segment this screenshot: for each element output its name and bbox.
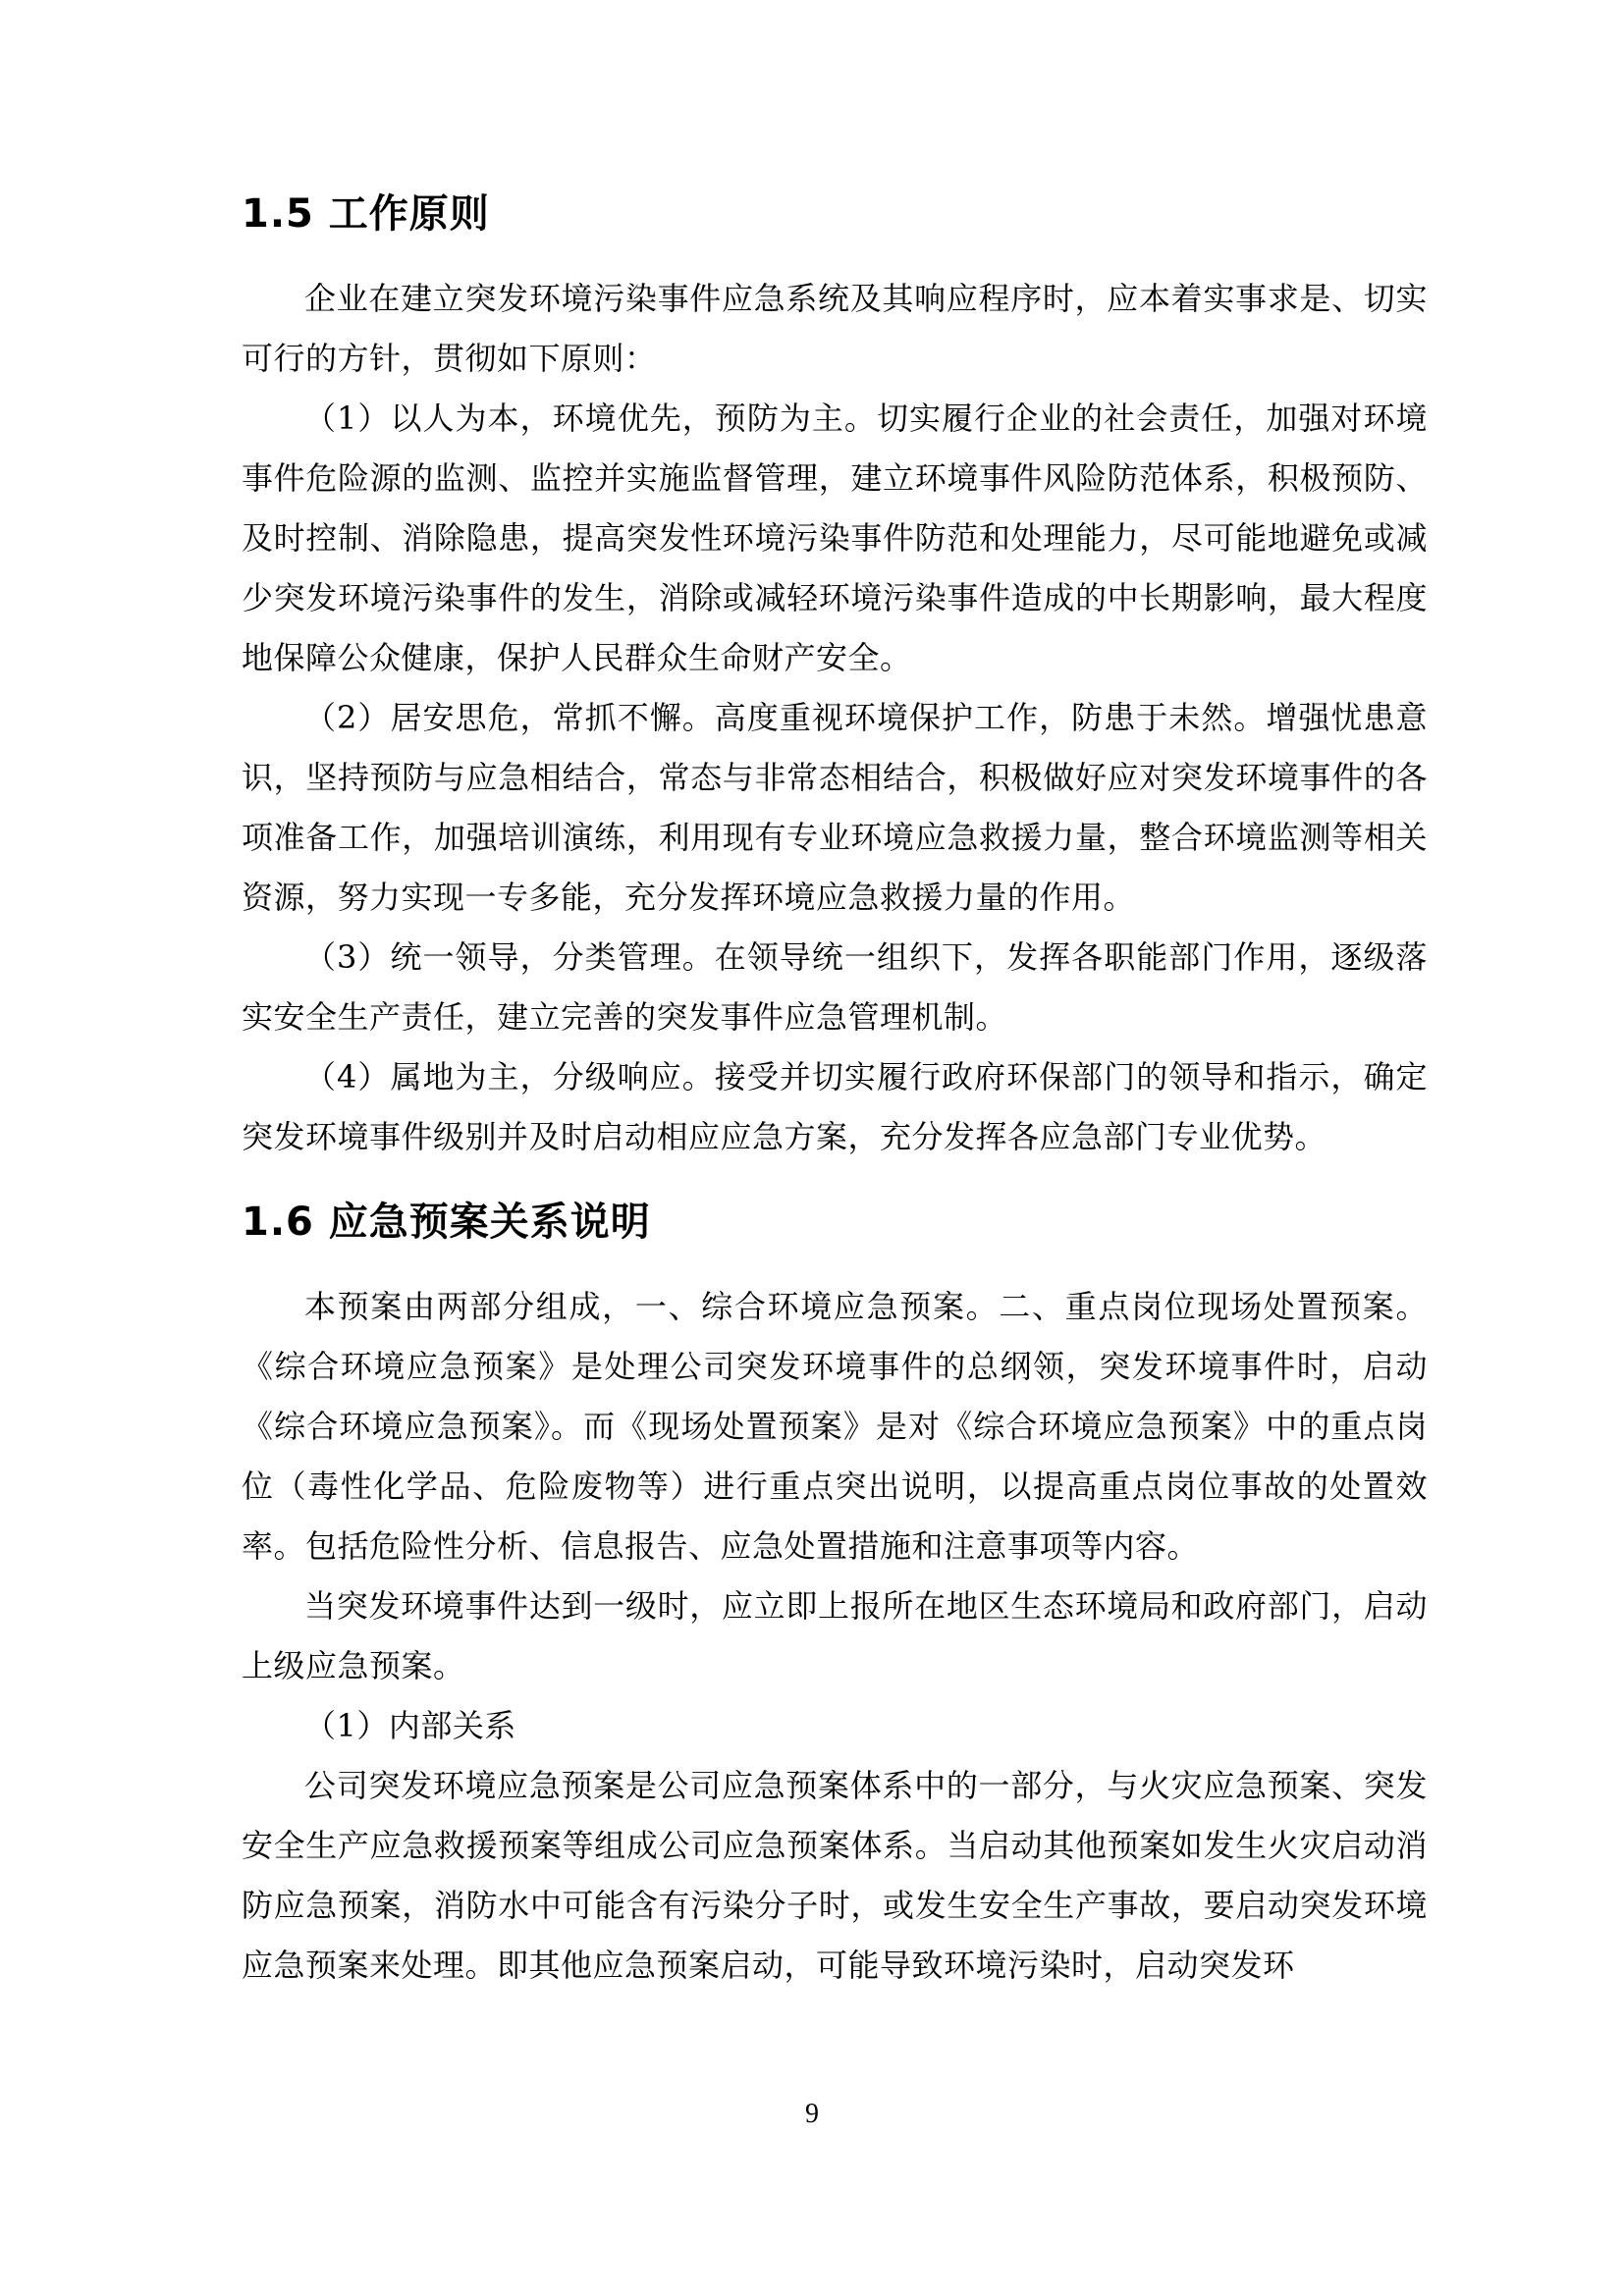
section-heading-1-5: 1.5 工作原则 [242, 191, 490, 237]
document-page [242, 187, 1428, 1996]
paragraph: 企业在建立突发环境污染事件应急系统及其响应程序时，应本着实事求是、切实可行的方针，贯彻如下原则： [242, 280, 1428, 377]
paragraph: （4）属地为主，分级响应。接受并切实履行政府环保部门的领导和指示，确定突发环境事件级别并及时启动相应应急方案，充分发挥各应急部门专业优势。 [242, 1058, 1428, 1155]
page-number: 9 [805, 2099, 819, 2129]
paragraph: （2）居安思危，常抓不懈。高度重视环境保护工作，防患于未然。增强忧患意识，坚持预防与应急相结合，常态与非常态相结合，积极做好应对突发环境事件的各项准备工作，加强培训演练，利用现有专业环境应急救援力量，整合环境监测等相关资源，努力实现一专多能，充分发挥环境应急救援力量的作用。 [242, 699, 1428, 916]
paragraph: 公司突发环境应急预案是公司应急预案体系中的一部分，与火灾应急预案、突发安全生产应急救援预案等组成公司应急预案体系。当启动其他预案如发生火灾启动消防应急预案，消防水中可能含有污染分子时，或发生安全生产事故，要启动突发环境应急预案来处理。即其他应急预案启动，可能导致环境污染时，启动突发环 [242, 1767, 1428, 1984]
paragraph: （3）统一领导，分类管理。在领导统一组织下，发挥各职能部门作用，逐级落实安全生产责任，建立完善的突发事件应急管理机制。 [242, 938, 1428, 1036]
paragraph: 当突发环境事件达到一级时，应立即上报所在地区生态环境局和政府部门，启动上级应急预案。 [242, 1587, 1428, 1684]
paragraph: 本预案由两部分组成，一、综合环境应急预案。二、重点岗位现场处置预案。《综合环境应急预案》是处理公司突发环境事件的总纲领，突发环境事件时，启动《综合环境应急预案》。而《现场处置预案》是对《综合环境应急预案》中的重点岗位（毒性化学品、危险废物等）进行重点突出说明，以提高重点岗位事故的处置效率。包括危险性分析、信息报告、应急处置措施和注意事项等内容。 [242, 1288, 1428, 1565]
paragraph: （1）以人为本，环境优先，预防为主。切实履行企业的社会责任，加强对环境事件危险源的监测、监控并实施监督管理，建立环境事件风险防范体系，积极预防、及时控制、消除隐患，提高突发性环境污染事件防范和处理能力，尽可能地避免或减少突发环境污染事件的发生，消除或减轻环境污染事件造成的中长期影响，最大程度地保障公众健康，保护人民群众生命财产安全。 [242, 400, 1428, 676]
section-heading-1-6: 1.6 应急预案关系说明 [242, 1200, 651, 1245]
paragraph: （1）内部关系 [304, 1707, 516, 1744]
